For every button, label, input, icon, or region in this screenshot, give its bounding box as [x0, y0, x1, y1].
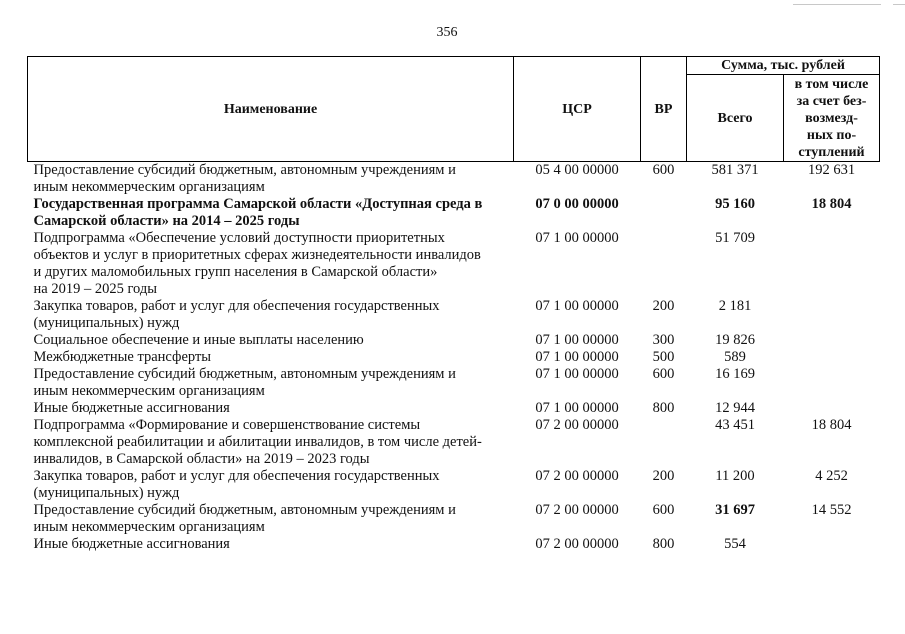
row-vr — [641, 417, 687, 468]
row-csr: 07 2 00 00000 — [535, 417, 619, 433]
row-csr: 07 1 00 00000 — [535, 349, 619, 365]
scan-edge-line — [893, 4, 905, 5]
row-vr: 600 — [652, 162, 675, 178]
row-total: 43 451 — [715, 417, 755, 433]
row-name: Межбюджетные трансферты — [33, 349, 212, 365]
table-row — [28, 349, 880, 366]
row-total: 589 — [724, 349, 746, 365]
row-total: 554 — [724, 536, 746, 552]
table-row — [28, 230, 880, 298]
header-sum-group: Сумма, тыс. рублей — [687, 57, 880, 75]
row-grants — [784, 366, 880, 400]
row-name: Предоставление субсидий бюджетным, автономным учреждениям и иным некоммерческим организациям — [33, 502, 456, 535]
row-total: 51 709 — [715, 230, 755, 246]
row-csr: 07 1 00 00000 — [535, 366, 619, 382]
row-vr: 800 — [652, 400, 675, 416]
table-row — [28, 502, 880, 536]
row-csr: 07 1 00 00000 — [535, 298, 619, 314]
row-grants: 4 252 — [815, 468, 848, 484]
row-csr: 07 2 00 00000 — [535, 536, 619, 552]
row-vr: 300 — [652, 332, 675, 348]
budget-table — [27, 56, 880, 553]
row-vr — [641, 230, 687, 298]
row-name: Закупка товаров, работ и услуг для обеспечения государственных (муниципальных) нужд — [33, 468, 440, 501]
row-vr: 200 — [652, 468, 675, 484]
row-grants: 18 804 — [811, 417, 852, 433]
row-name: Подпрограмма «Формирование и совершенствование системы комплексной реабилитации и абилитации инвалидов, в том числе детей- инвалидов, в Самарской области» на 2019 – 2023 годы — [33, 417, 482, 467]
row-csr: 05 4 00 00000 — [535, 162, 619, 178]
table-row — [28, 196, 880, 230]
row-grants — [784, 400, 880, 417]
scan-edge-line — [793, 4, 881, 5]
table-body — [28, 162, 880, 554]
header-vr: ВР — [641, 57, 687, 162]
row-grants — [784, 230, 880, 298]
row-csr: 07 1 00 00000 — [535, 230, 619, 246]
table-row — [28, 366, 880, 400]
table-row — [28, 332, 880, 349]
row-grants — [784, 332, 880, 349]
row-name: Иные бюджетные ассигнования — [33, 400, 230, 416]
row-grants — [784, 349, 880, 366]
table-header — [28, 57, 880, 162]
row-grants: 18 804 — [811, 196, 852, 212]
row-grants — [784, 536, 880, 553]
row-name: Иные бюджетные ассигнования — [33, 536, 230, 552]
row-vr: 600 — [652, 502, 675, 518]
row-total: 95 160 — [715, 196, 755, 212]
row-total: 12 944 — [715, 400, 755, 416]
row-vr: 600 — [652, 366, 675, 382]
row-total: 16 169 — [715, 366, 755, 382]
row-grants: 192 631 — [807, 162, 856, 178]
row-total: 19 826 — [715, 332, 755, 348]
row-total: 11 200 — [715, 468, 755, 484]
header-csr: ЦСР — [514, 57, 641, 162]
table-row — [28, 468, 880, 502]
row-total: 581 371 — [711, 162, 759, 178]
row-csr: 07 1 00 00000 — [535, 332, 619, 348]
table-row — [28, 417, 880, 468]
row-name: Подпрограмма «Обеспечение условий доступности приоритетных объектов и услуг в приоритетных сферах жизнедеятельности инвалидов и других маломобильных групп населения в Самарской области» на 2019 – 2025 годы — [33, 230, 481, 297]
row-csr: 07 2 00 00000 — [535, 502, 619, 518]
row-grants — [784, 298, 880, 332]
row-csr: 07 2 00 00000 — [535, 468, 619, 484]
header-grants: в том числе за счет без- возмезд- ных по- ступлений — [784, 75, 880, 162]
row-total: 31 697 — [715, 502, 755, 518]
table-row — [28, 400, 880, 417]
row-name: Предоставление субсидий бюджетным, автономным учреждениям и иным некоммерческим организациям — [33, 162, 456, 195]
row-vr: 500 — [652, 349, 675, 365]
table-row — [28, 162, 880, 197]
row-name: Закупка товаров, работ и услуг для обеспечения государственных (муниципальных) нужд — [33, 298, 440, 331]
row-vr — [641, 196, 687, 230]
table-row — [28, 298, 880, 332]
row-name: Социальное обеспечение и иные выплаты населению — [33, 332, 364, 348]
header-name: Наименование — [28, 57, 514, 162]
row-name: Предоставление субсидий бюджетным, автономным учреждениям и иным некоммерческим организациям — [33, 366, 456, 399]
row-total: 2 181 — [718, 298, 752, 314]
row-name: Государственная программа Самарской области «Доступная среда в Самарской области» на 2014 – 2025 годы — [33, 196, 483, 229]
row-vr: 200 — [652, 298, 675, 314]
table-row — [28, 536, 880, 553]
row-csr: 07 0 00 00000 — [535, 196, 619, 212]
row-vr: 800 — [652, 536, 675, 552]
header-row — [28, 57, 880, 75]
page-number: 356 — [436, 25, 458, 40]
header-total: Всего — [687, 75, 784, 162]
row-grants: 14 552 — [811, 502, 852, 518]
row-csr: 07 1 00 00000 — [535, 400, 619, 416]
